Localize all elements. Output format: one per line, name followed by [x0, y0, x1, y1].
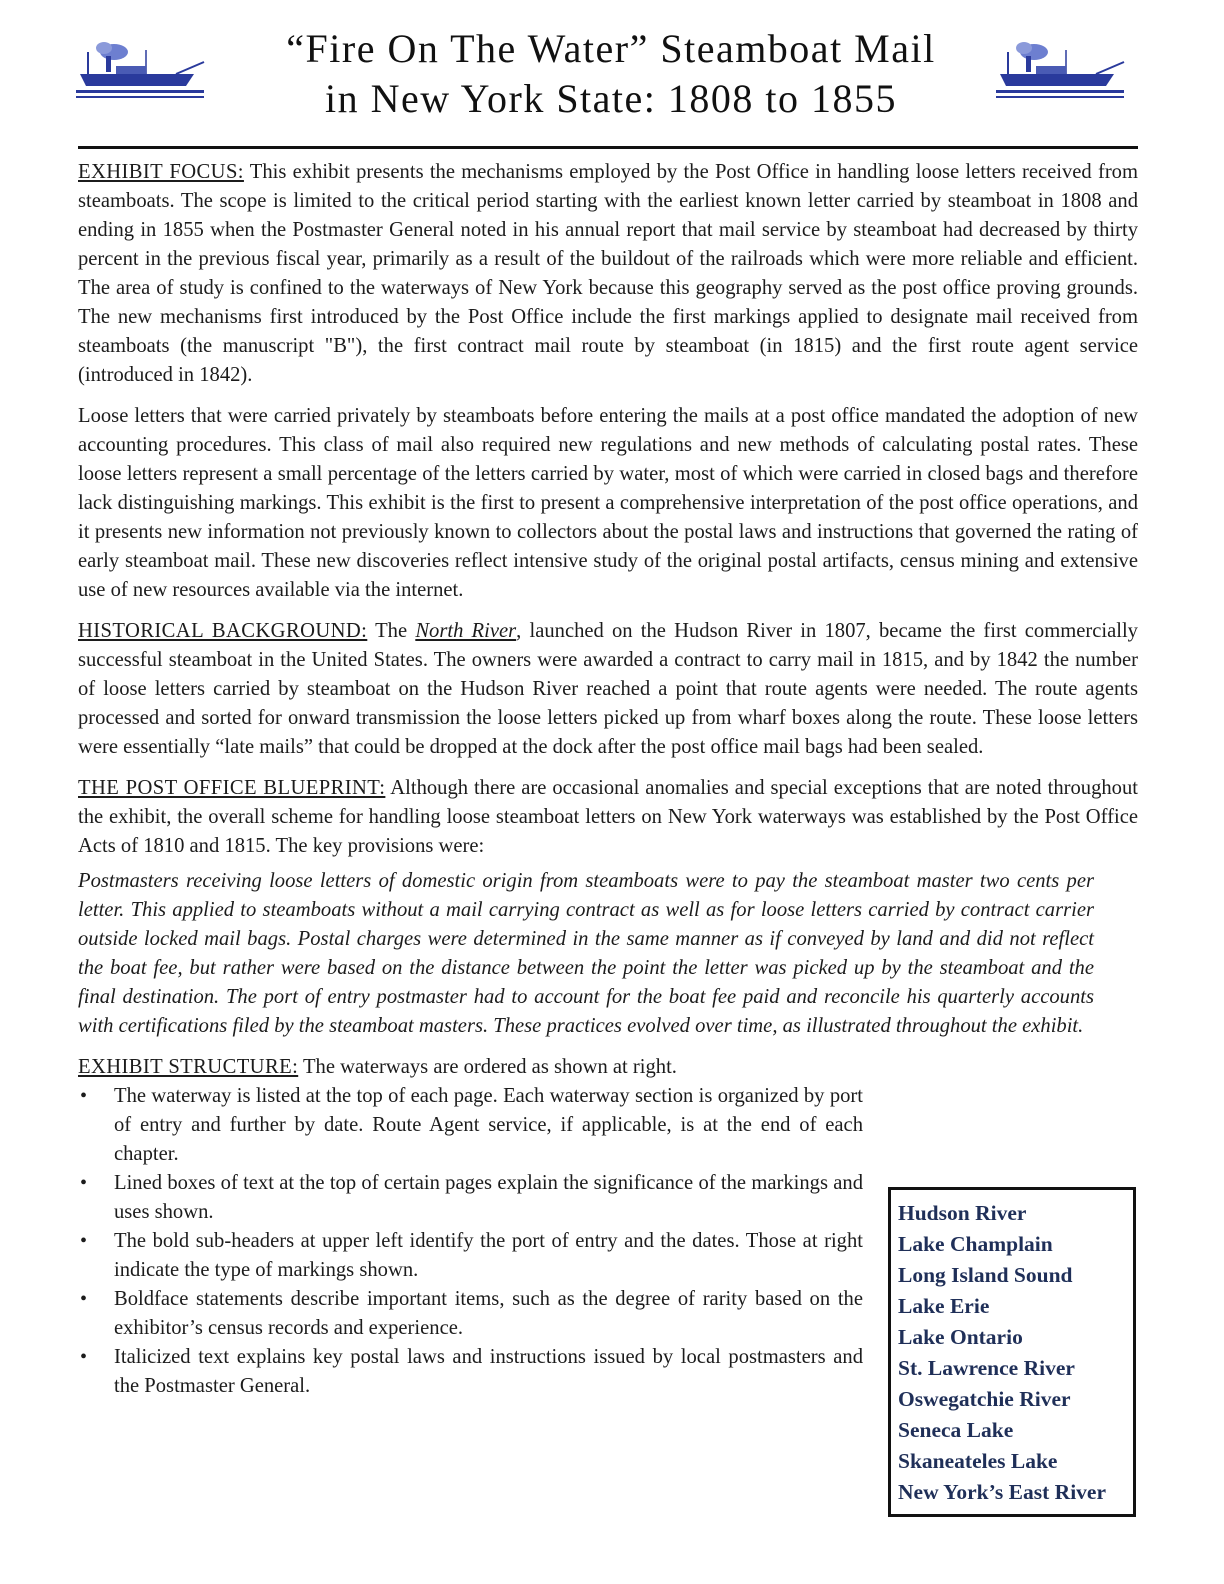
- waterway-order-box: [888, 1187, 1136, 1517]
- title-line-2: in New York State: 1808 to 1855: [324, 76, 898, 121]
- exhibit-focus-text: This exhibit presents the mechanisms employed by the Post Office in handling loose letters received from steamboats. The scope is limited to the critical period starting with the earliest known letter carried by steamboat in 1808 and ending in 1855 when the Postmaster General noted in his annual report that mail service by steamboat had decreased by thirty percent in the previous fiscal year, primarily as a result of the buildout of the railroads which were more reliable and efficient. The area of study is confined to the waterways of New York because this geography served as the post office proving grounds. The new mechanisms first introduced by the Post Office include the first markings applied to designate mail received from steamboats (the manuscript "B"), the first contract mail route by steamboat (in 1815) and the first route agent service (introduced in 1842).: [78, 161, 1138, 386]
- bullet-icon: •: [80, 1288, 88, 1310]
- historical-text-before: The: [367, 620, 416, 642]
- blueprint-provisions-quote: Postmasters receiving loose letters of domestic origin from steamboats were to pay the steamboat master two cents per letter. This applied to steamboats without a mail carrying contract as well as for loose letters carried by contract carrier outside locked mail bags. Postal charges were determined in the same manner as if conveyed by land and did not reflect the boat fee, but rather were based on the distance between the point the letter was picked up by the steamboat and the final destination. The port of entry postmaster had to account for the boat fee paid and reconcile his quarterly accounts with certifications filed by the steamboat masters. These practices evolved over time, as illustrated throughout the exhibit.: [78, 870, 1094, 1037]
- boat-name: North River: [415, 620, 517, 642]
- title-line-1: “Fire On The Water” Steamboat Mail: [286, 26, 936, 71]
- list-item-text: Lined boxes of text at the top of certain pages explain the significance of the markings and uses shown.: [114, 1172, 863, 1223]
- bullet-icon: •: [80, 1346, 88, 1368]
- waterway-item: Hudson River: [898, 1201, 1027, 1225]
- header-divider: [78, 146, 1138, 149]
- list-item-text: Italicized text explains key postal laws and instructions issued by local postmasters and the Postmaster General.: [114, 1346, 863, 1397]
- blueprint-heading: THE POST OFFICE BLUEPRINT:: [78, 777, 386, 799]
- waterway-item: Seneca Lake: [898, 1418, 1014, 1442]
- page-title: [78, 24, 1144, 124]
- bullet-icon: •: [80, 1085, 88, 1107]
- list-item: [78, 1169, 863, 1227]
- exhibit-structure-heading: EXHIBIT STRUCTURE:: [78, 1056, 299, 1078]
- exhibit-structure-text: The waterways are ordered as shown at right.: [298, 1056, 677, 1078]
- waterway-item: New York’s East River: [898, 1480, 1106, 1504]
- list-item: [78, 1082, 863, 1169]
- waterway-item: Lake Ontario: [898, 1325, 1023, 1349]
- list-item: [78, 1227, 863, 1285]
- historical-background-paragraph: [78, 617, 1138, 762]
- bullet-icon: •: [80, 1230, 88, 1252]
- waterway-item: Lake Erie: [898, 1294, 990, 1318]
- structure-bullet-list: [78, 1082, 863, 1401]
- waterway-item: Skaneateles Lake: [898, 1449, 1058, 1473]
- exhibit-structure-paragraph: [78, 1053, 1138, 1082]
- list-item-text: The waterway is listed at the top of each page. Each waterway section is organized by port of entry and further by date. Route Agent service, if applicable, is at the end of each chapter.: [114, 1085, 863, 1165]
- exhibit-page: [78, 0, 1144, 1504]
- historical-text-after: , launched on the Hudson River in 1807, became the first commercially successful steamboat in the United States. The owners were awarded a contract to carry mail in 1815, and by 1842 the number of loose letters carried by steamboat on the Hudson River reached a point that route agents were needed. The route agents processed and sorted for onward transmission the loose letters picked up from wharf boxes along the route. These loose letters were essentially “late mails” that could be dropped at the dock after the post office mail bags had been sealed.: [78, 620, 1138, 758]
- waterway-item: Oswegatchie River: [898, 1387, 1071, 1411]
- blueprint-paragraph: [78, 774, 1138, 861]
- waterway-item: Lake Champlain: [898, 1232, 1053, 1256]
- bullet-icon: •: [80, 1172, 88, 1194]
- exhibit-focus-heading: EXHIBIT FOCUS:: [78, 161, 244, 183]
- list-item: [78, 1343, 863, 1401]
- page-header: [78, 0, 1144, 148]
- list-item: [78, 1285, 863, 1343]
- list-item-text: Boldface statements describe important items, such as the degree of rarity based on the exhibitor’s census records and experience.: [114, 1288, 863, 1339]
- waterway-item: Long Island Sound: [898, 1263, 1073, 1287]
- list-item-text: The bold sub-headers at upper left identify the port of entry and the dates. Those at right indicate the type of markings shown.: [114, 1230, 863, 1281]
- blueprint-text: Although there are occasional anomalies and special exceptions that are noted throughout the exhibit, the overall scheme for handling loose steamboat letters on New York waterways was established by the Post Office Acts of 1810 and 1815. The key provisions were:: [78, 777, 1138, 857]
- steamboat-icon: [996, 40, 1128, 104]
- loose-letters-paragraph: Loose letters that were carried privately by steamboats before entering the mails at a post office mandated the adoption of new accounting procedures. This class of mail also required new regulations and new methods of calculating postal rates. These loose letters represent a small percentage of the letters carried by water, most of which were carried in closed bags and therefore lack distinguishing markings. This exhibit is the first to present a comprehensive interpretation of the post office operations, and it presents new information not previously known to collectors about the postal laws and instructions that governed the rating of early steamboat mail. These new discoveries reflect intensive study of the original postal artifacts, census mining and extensive use of new resources available via the internet.: [78, 405, 1138, 601]
- exhibit-focus-paragraph: [78, 158, 1138, 390]
- waterway-item: St. Lawrence River: [898, 1356, 1075, 1380]
- historical-background-heading: HISTORICAL BACKGROUND:: [78, 620, 368, 642]
